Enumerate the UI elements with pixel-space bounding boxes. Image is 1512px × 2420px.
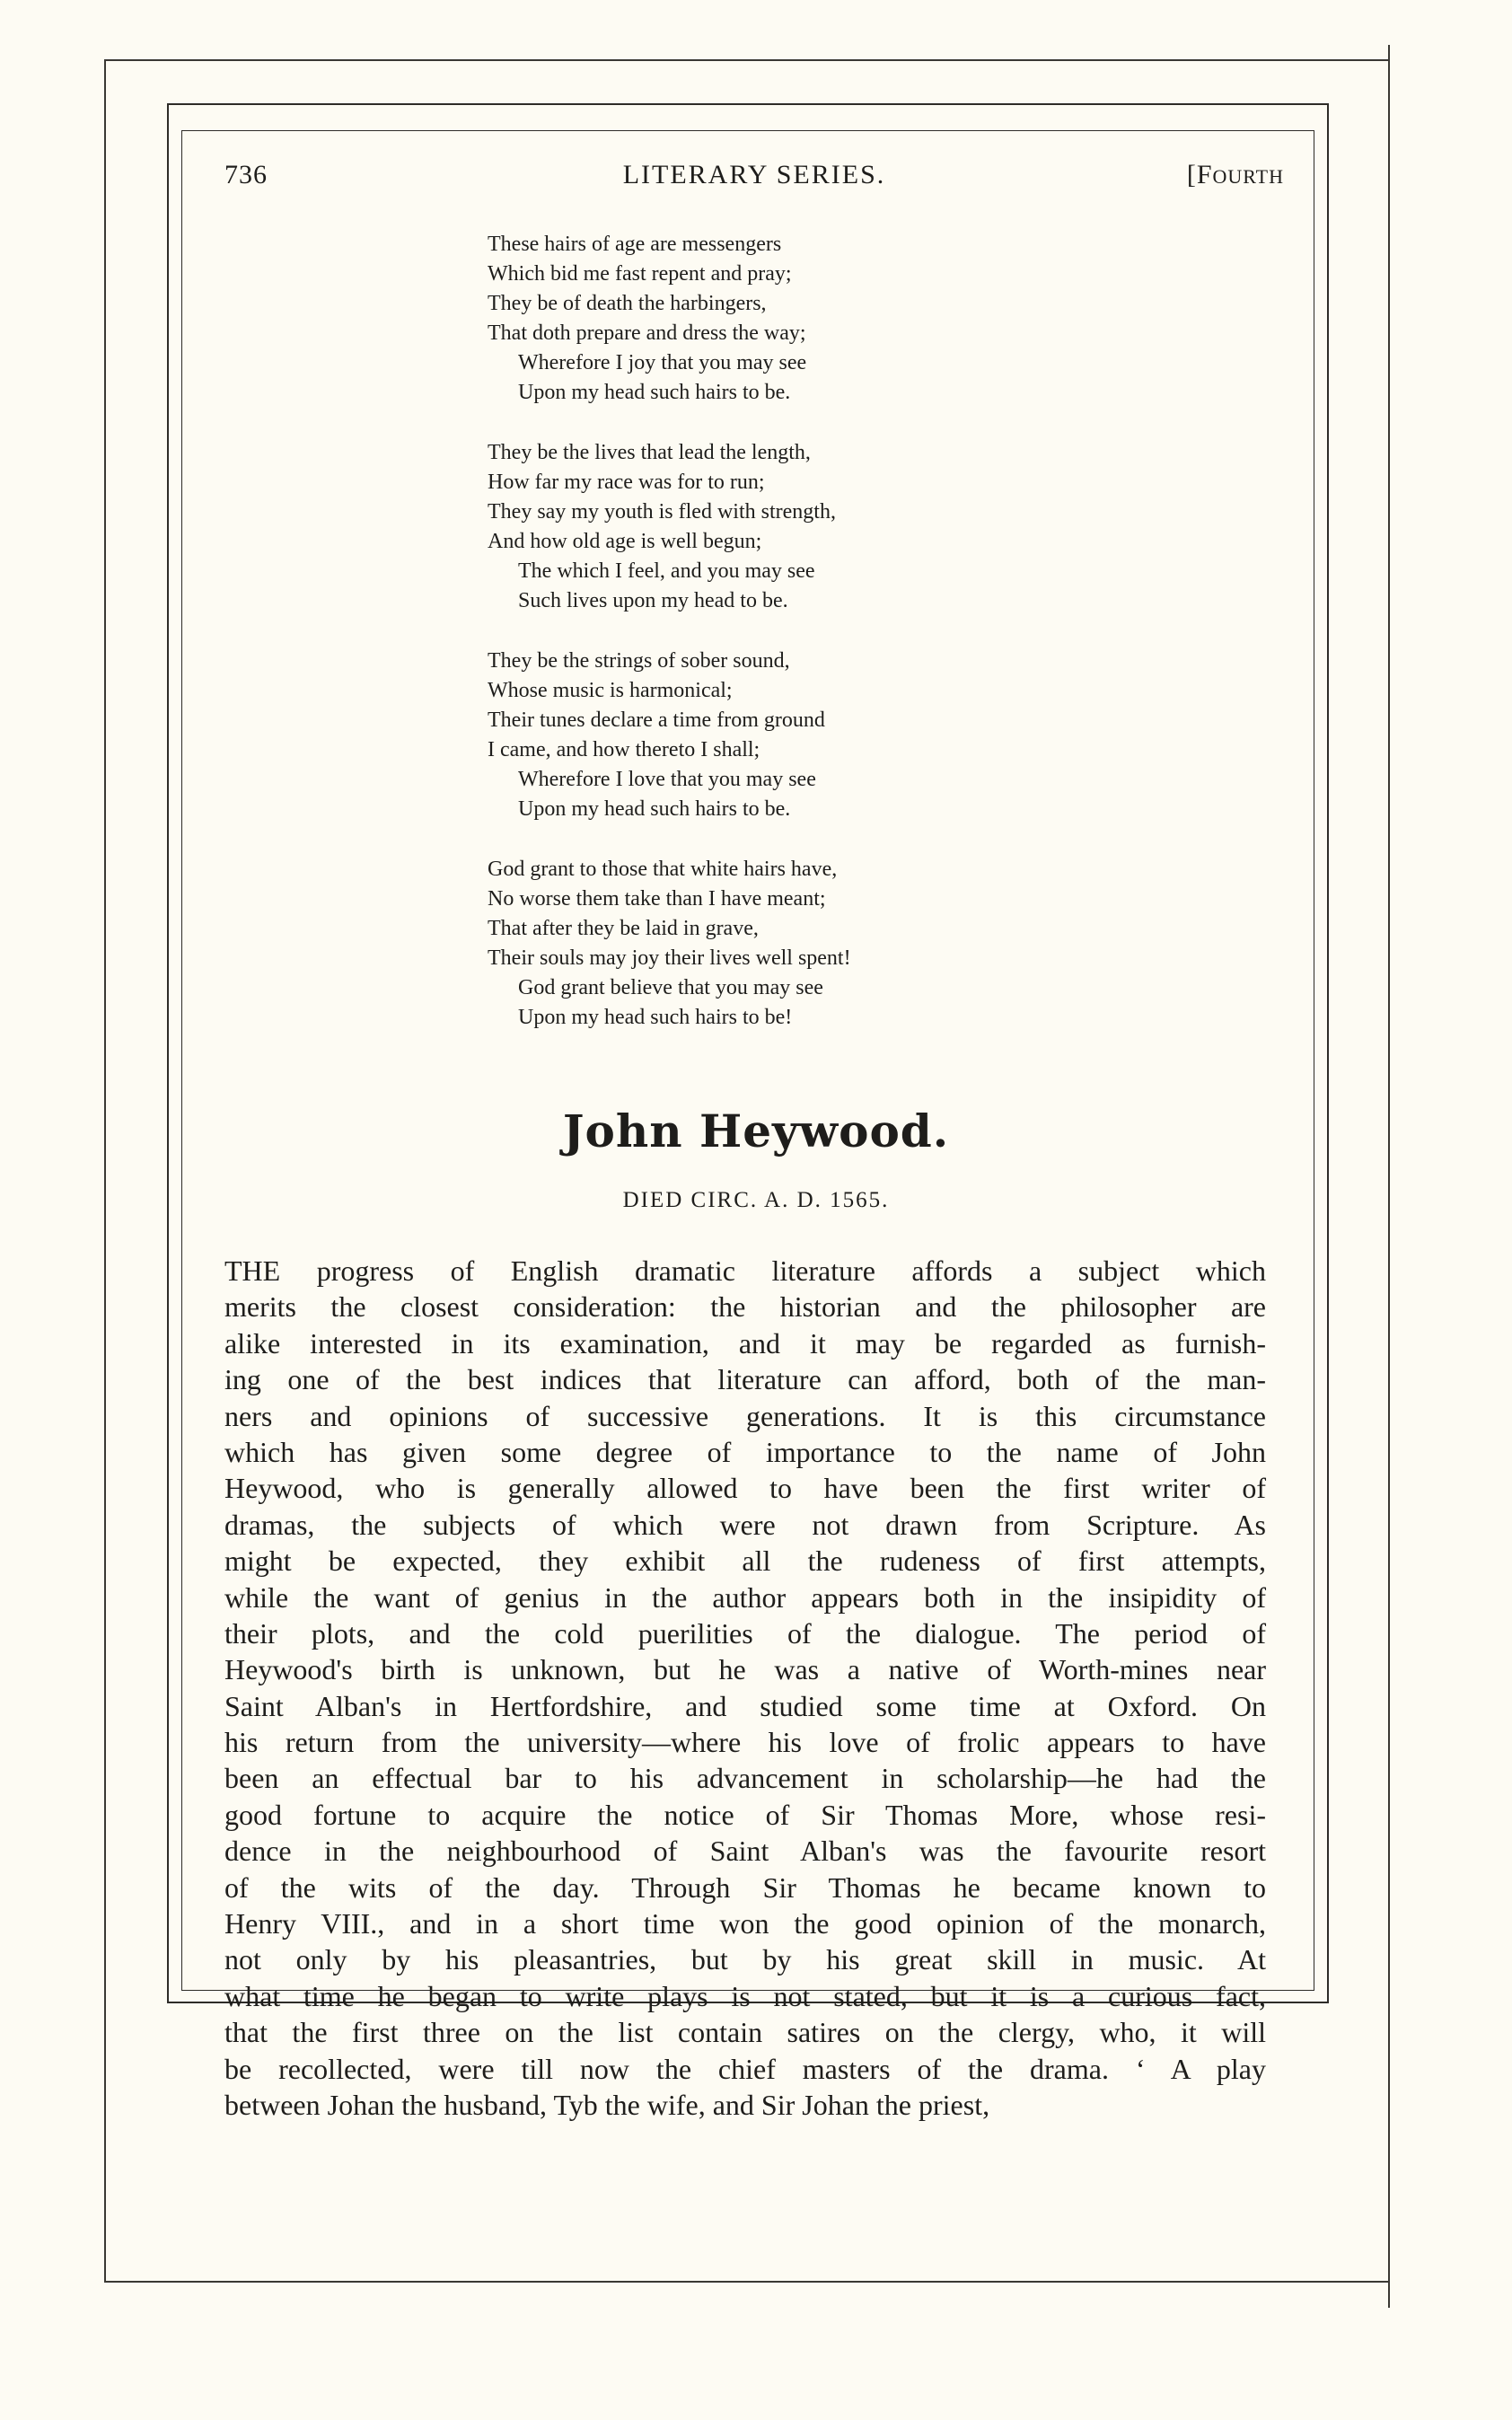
outer-rule-left — [104, 59, 106, 2283]
verse-line: Such lives upon my head to be. — [518, 589, 788, 612]
verse-line: Upon my head such hairs to be. — [518, 797, 791, 821]
text-line: be recollected, were till now the chief masters of the drama. ‘ A play — [224, 2052, 1266, 2085]
text-line: that the first three on the list contain satires on the clergy, who, it will — [224, 2016, 1266, 2049]
text-line: Henry VIII., and in a short time won the good opinion of the monarch, — [224, 1907, 1266, 1940]
verse-line: God grant believe that you may see — [518, 976, 823, 999]
running-header — [224, 160, 1284, 199]
verse-line: Whose music is harmonical; — [488, 679, 733, 702]
verse-line: And how old age is well begun; — [488, 530, 762, 553]
verse-line: I came, and how thereto I shall; — [488, 738, 760, 761]
verse-line: They be the strings of sober sound, — [488, 649, 790, 673]
verse-line: They be of death the harbingers, — [488, 292, 767, 315]
text-line: good fortune to acquire the notice of Sir Thomas More, whose resi- — [224, 1798, 1266, 1831]
verse-line: Wherefore I love that you may see — [518, 768, 816, 791]
stanza — [488, 438, 1044, 616]
text-line: Heywood's birth is unknown, but he was a native of Worth-mines near — [224, 1653, 1266, 1686]
text-line: his return from the university—where his love of frolic appears to have — [224, 1726, 1266, 1759]
text-line: ing one of the best indices that literature can afford, both of the man- — [224, 1363, 1266, 1396]
section-marker-rest: OURTH — [1212, 165, 1284, 188]
text-line: merits the closest consideration: the historian and the philosopher are — [224, 1290, 1266, 1324]
text-line: dramas, the subjects of which were not drawn from Scripture. As — [224, 1508, 1266, 1541]
section-marker — [1187, 160, 1284, 190]
text-line: between Johan the husband, Tyb the wife, and Sir Johan the priest, — [224, 2088, 990, 2121]
stanza — [488, 855, 1044, 1033]
text-line: THE progress of English dramatic literature affords a subject which — [224, 1254, 1266, 1287]
text-line: of the wits of the day. Through Sir Thomas he became known to — [224, 1870, 1266, 1904]
section-marker-bracket: [F — [1186, 160, 1213, 189]
author-heading: John Heywood. — [562, 1104, 950, 1157]
text-line: which has given some degree of importance to the name of John — [224, 1435, 1266, 1468]
verse-line: They say my youth is fled with strength, — [488, 500, 836, 524]
verse-line: God grant to those that white hairs have, — [488, 858, 838, 881]
outer-rule-bottom — [104, 2281, 1390, 2283]
verse-line: Upon my head such hairs to be. — [518, 381, 791, 404]
text-line: dence in the neighbourhood of Saint Alban's was the favourite resort — [224, 1835, 1266, 1868]
text-line: what time he began to write plays is not stated, but it is a curious fact, — [224, 1979, 1266, 2012]
author-dates: DIED CIRC. A. D. 1565. — [622, 1188, 890, 1212]
verse-line: No worse them take than I have meant; — [488, 887, 826, 911]
text-line: while the want of genius in the author appears both in the insipidity of — [224, 1580, 1266, 1614]
verse-line: These hairs of age are messengers — [488, 233, 782, 256]
verse-line: That doth prepare and dress the way; — [488, 321, 806, 345]
running-title: LITERARY SERIES. — [622, 160, 886, 189]
stanza — [488, 230, 1044, 408]
verse-line: Which bid me fast repent and pray; — [488, 262, 792, 286]
text-line: Saint Alban's in Hertfordshire, and studied some time at Oxford. On — [224, 1689, 1266, 1722]
stanza — [488, 647, 1044, 824]
text-line: been an effectual bar to his advancement in scholarship—he had the — [224, 1762, 1266, 1795]
outer-rule-right — [1388, 45, 1390, 2308]
text-line: not only by his pleasantries, but by his great skill in music. At — [224, 1943, 1266, 1976]
verse-line: Their souls may joy their lives well spent! — [488, 946, 851, 970]
verse-line: Wherefore I joy that you may see — [518, 351, 807, 374]
verse-line: That after they be laid in grave, — [488, 917, 759, 940]
verse-line: They be the lives that lead the length, — [488, 441, 811, 464]
biography-text — [224, 1253, 1266, 2123]
verse-line: Upon my head such hairs to be! — [518, 1006, 793, 1029]
text-line: alike interested in its examination, and it may be regarded as furnish- — [224, 1326, 1266, 1360]
verse-line: Their tunes declare a time from ground — [488, 708, 825, 732]
outer-rule-top — [104, 59, 1390, 61]
page-number: 736 — [224, 160, 268, 189]
verse-line: How far my race was for to run; — [488, 471, 765, 494]
text-line: Heywood, who is generally allowed to have been the first writer of — [224, 1472, 1266, 1505]
text-line: ners and opinions of successive generations. It is this circumstance — [224, 1399, 1266, 1432]
poem — [488, 230, 1044, 1063]
verse-line: The which I feel, and you may see — [518, 559, 815, 583]
text-line: their plots, and the cold puerilities of the dialogue. The period of — [224, 1616, 1266, 1650]
text-line: might be expected, they exhibit all the rudeness of first attempts, — [224, 1544, 1266, 1578]
